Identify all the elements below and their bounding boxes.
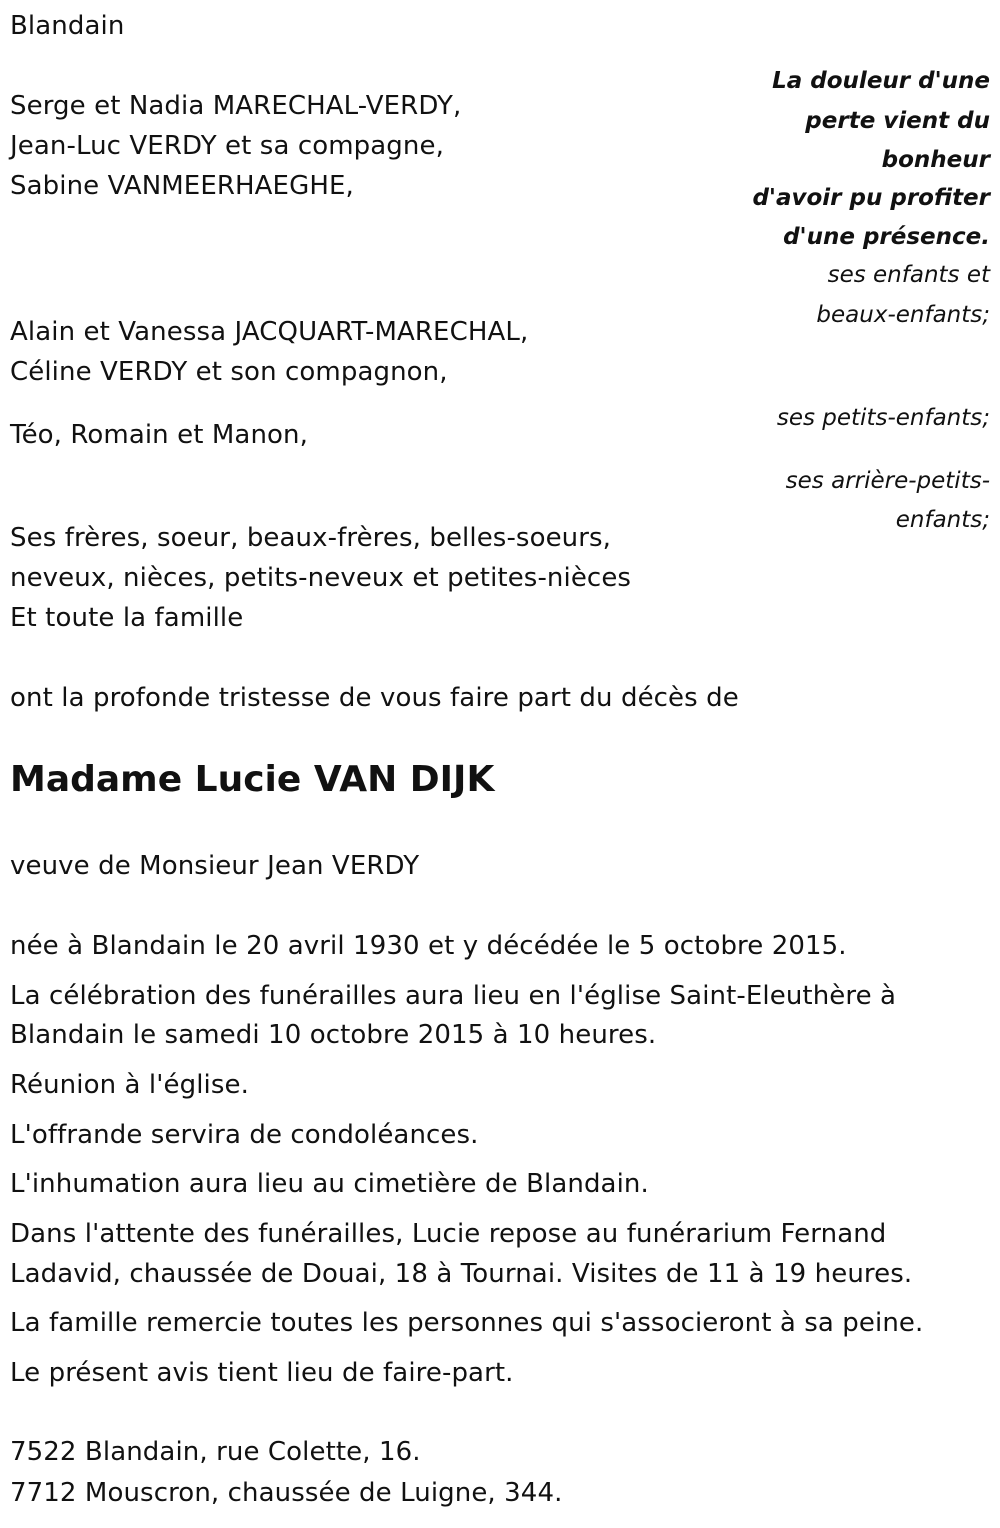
family-line: Céline VERDY et son compagnon, — [10, 357, 448, 387]
announcement-text: ont la profonde tristesse de vous faire part du décès de — [10, 683, 739, 713]
quote-line: d'avoir pu profiter — [752, 185, 990, 211]
relation-children-label: ses enfants et — [827, 262, 990, 288]
quote-line: bonheur — [881, 147, 990, 173]
town-header: Blandain — [10, 11, 125, 41]
widow-of-line: veuve de Monsieur Jean VERDY — [10, 851, 420, 881]
thanks-line: La famille remercie toutes les personnes qui s'associeront à sa peine. — [10, 1308, 924, 1338]
quote-line: La douleur d'une — [772, 68, 990, 94]
relation-great-grandchildren-label: enfants; — [895, 507, 990, 533]
address-line: 7712 Mouscron, chaussée de Luigne, 344. — [10, 1478, 563, 1508]
deceased-name: Madame Lucie VAN DIJK — [10, 759, 495, 800]
family-line: Et toute la famille — [10, 603, 244, 633]
family-line: Jean-Luc VERDY et sa compagne, — [10, 131, 444, 161]
quote-line: d'une présence. — [783, 224, 990, 250]
family-line: Sabine VANMEERHAEGHE, — [10, 171, 354, 201]
family-line: Alain et Vanessa JACQUART-MARECHAL, — [10, 317, 529, 347]
ceremony-line: La célébration des funérailles aura lieu en l'église Saint-Eleuthère à — [10, 981, 897, 1011]
relation-children-label: beaux-enfants; — [816, 302, 990, 328]
address-line: 7522 Blandain, rue Colette, 16. — [10, 1437, 421, 1467]
offering-line: L'offrande servira de condoléances. — [10, 1120, 479, 1150]
birth-death-line: née à Blandain le 20 avril 1930 et y décédée le 5 octobre 2015. — [10, 931, 847, 961]
relation-great-grandchildren-label: ses arrière-petits- — [785, 468, 990, 494]
repose-line: Dans l'attente des funérailles, Lucie repose au funérarium Fernand — [10, 1219, 887, 1249]
ceremony-line: Blandain le samedi 10 octobre 2015 à 10 heures. — [10, 1020, 657, 1050]
quote-line: perte vient du — [805, 108, 990, 134]
burial-line: L'inhumation aura lieu au cimetière de Blandain. — [10, 1169, 649, 1199]
family-line: Ses frères, soeur, beaux-frères, belles-soeurs, — [10, 523, 612, 553]
family-line: neveux, nièces, petits-neveux et petites-nièces — [10, 563, 632, 593]
family-line: Serge et Nadia MARECHAL-VERDY, — [10, 91, 462, 121]
notice-line: Le présent avis tient lieu de faire-part. — [10, 1358, 514, 1388]
repose-line: Ladavid, chaussée de Douai, 18 à Tournai. Visites de 11 à 19 heures. — [10, 1259, 913, 1289]
meeting-line: Réunion à l'église. — [10, 1070, 249, 1100]
relation-grandchildren-label: ses petits-enfants; — [776, 405, 990, 431]
great-grandchildren-line: Téo, Romain et Manon, — [10, 420, 308, 450]
